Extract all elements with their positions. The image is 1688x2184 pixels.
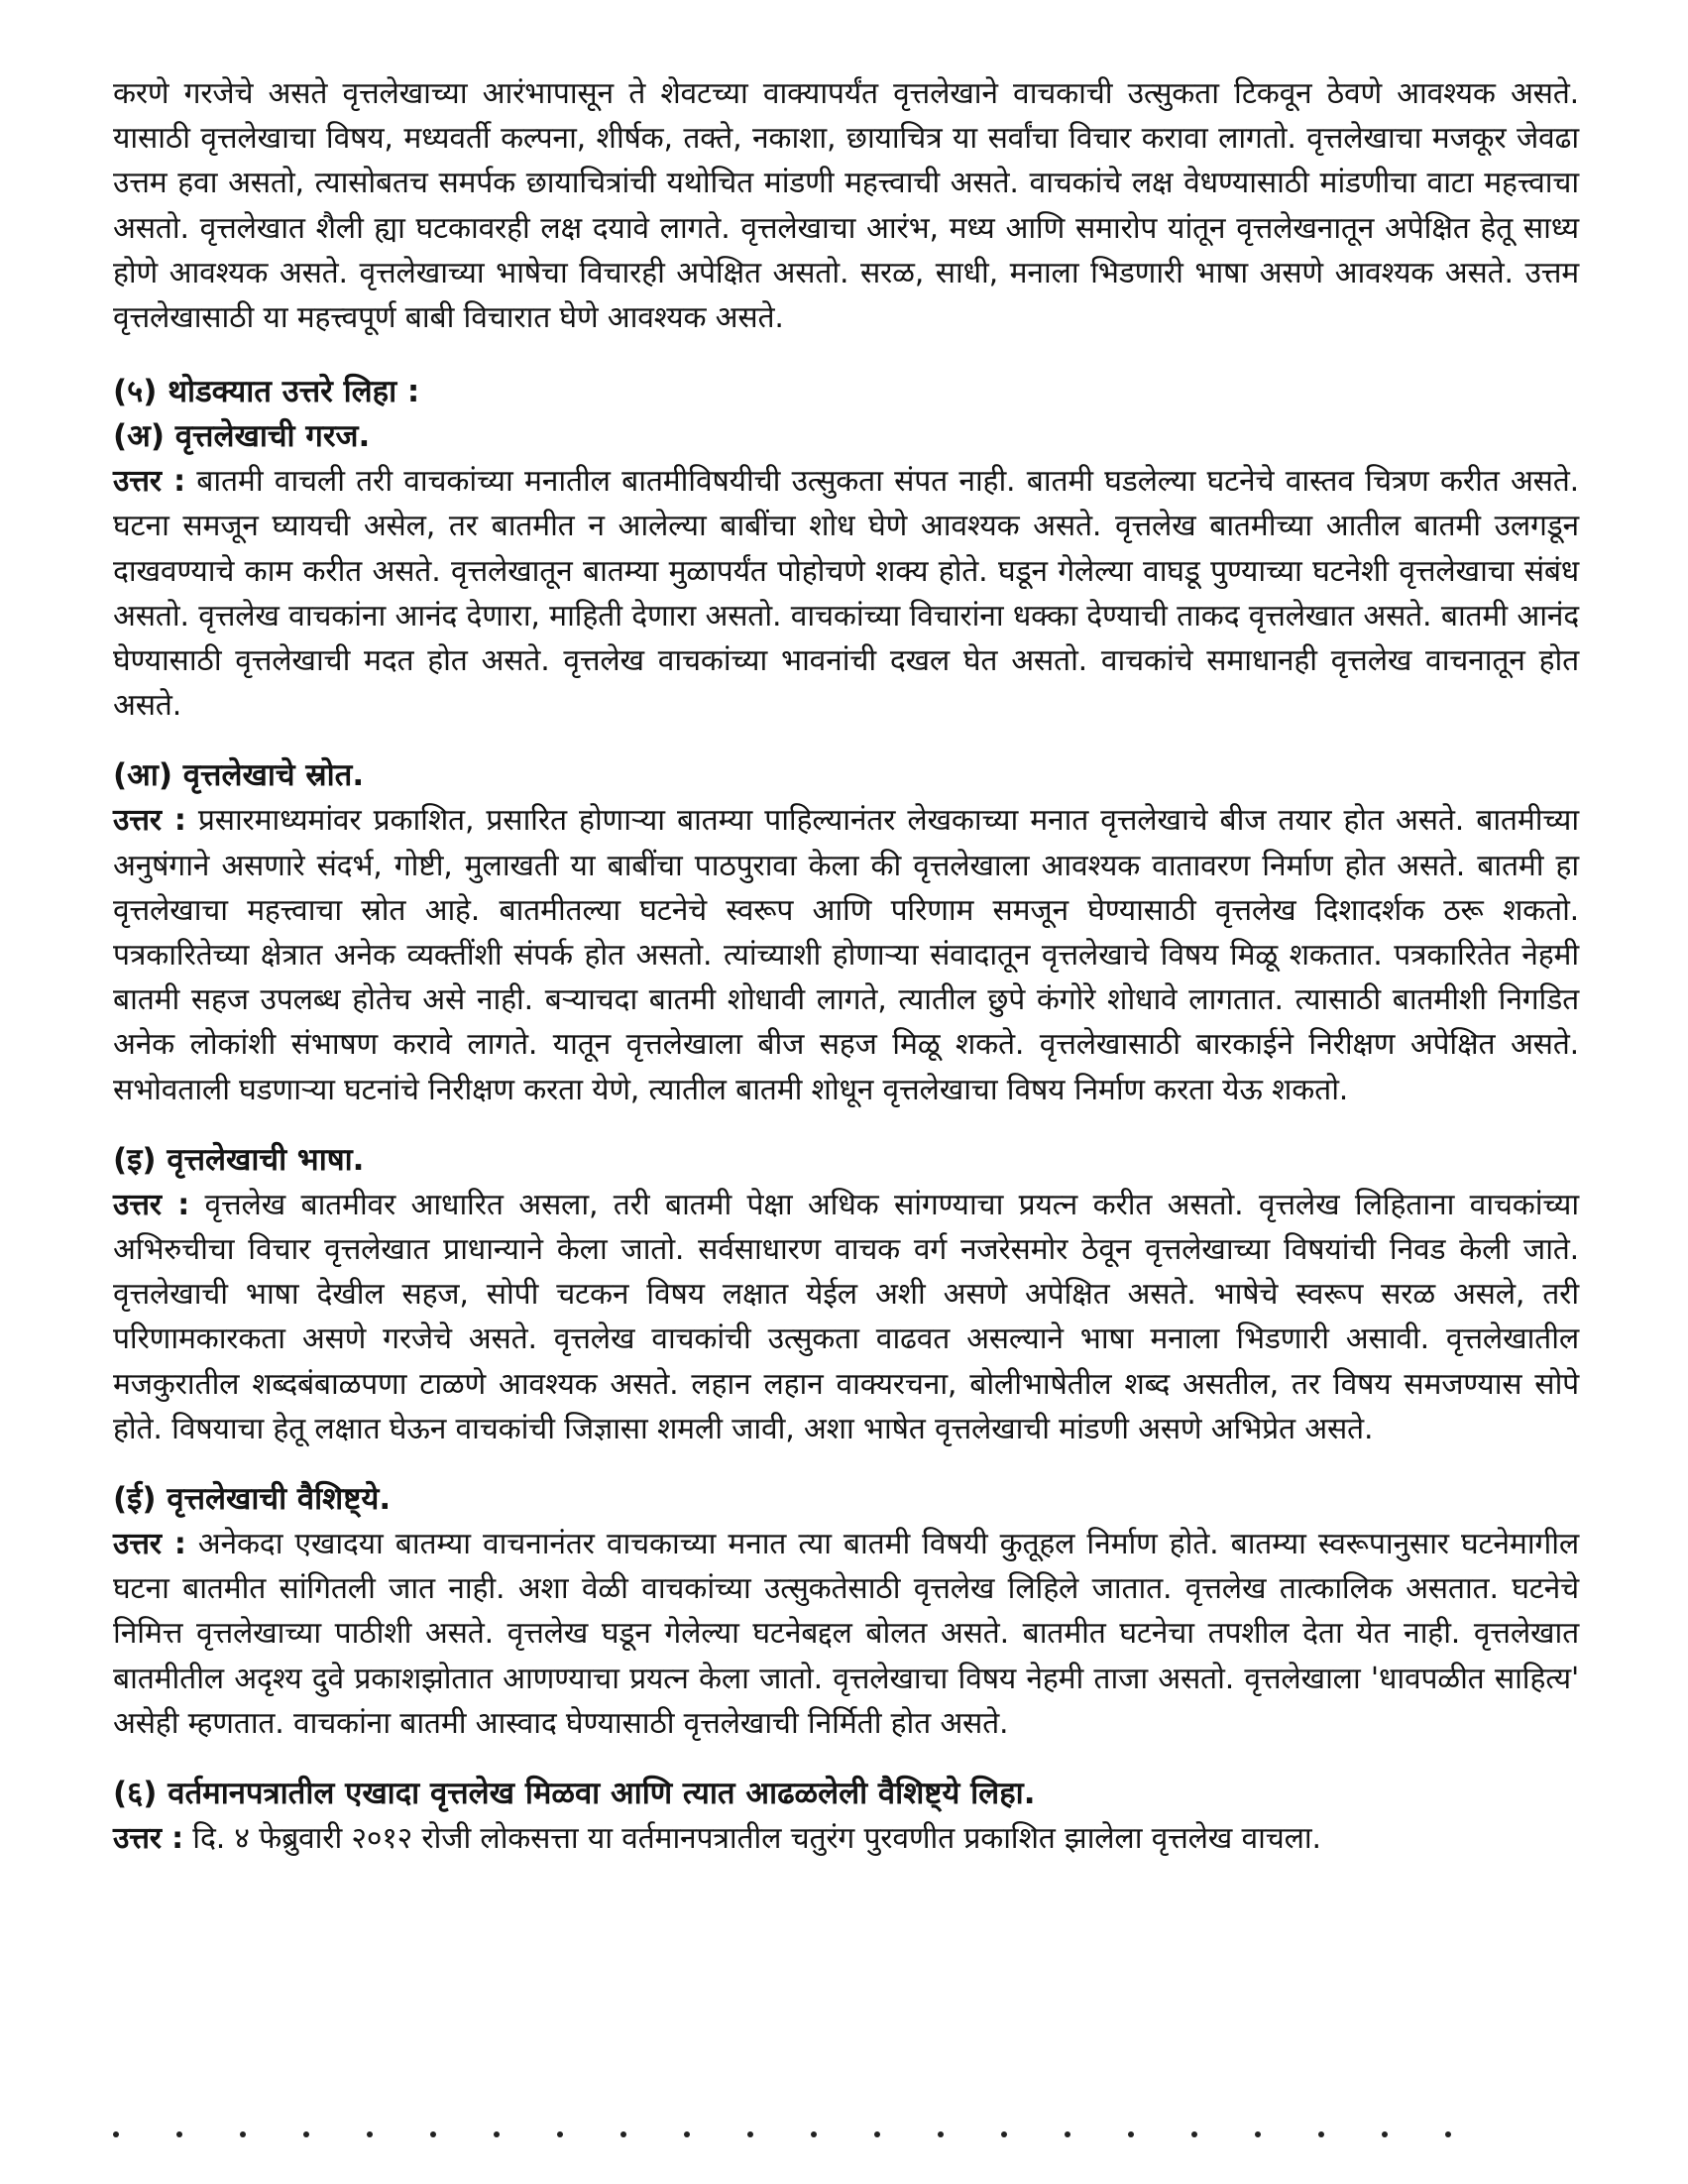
spacer <box>113 728 1579 753</box>
spacer <box>113 340 1579 370</box>
answer-label: उत्तर : <box>113 1821 183 1857</box>
answer-text: बातमी वाचली तरी वाचकांच्या मनातील बातमीविषयीची उत्सुकता संपत नाही. बातमी घडलेल्या घटनेचे वास्तव चित्रण करीत असते. घटना समजून घ्यायची असेल, तर बातमीत न आलेल्या बाबींचा शोध घेणे आवश्यक असते. वृत्तलेख बातमीच्या आतील बातमी उलगडून दाखवण्याचे काम करीत असते. वृत्तलेखातून बातम्या मुळापर्यंत पोहोचणे शक्य होते. घडून गेलेल्या वाघडू पुण्याच्या घटनेशी वृत्तलेखाचा संबंध असतो. वृत्तलेख वाचकांना आनंद देणारा, माहिती देणारा असतो. वाचकांच्या विचारांना धक्का देण्याची ताकद वृत्तलेखात असते. बातमी आनंद घेण्यासाठी वृत्तलेखाची मदत होत असते. वृत्तलेख वाचकांच्या भावनांची दखल घेत असतो. वाचकांचे समाधानही वृत्तलेख वाचनातून होत असते. <box>113 464 1579 724</box>
question-aa-answer <box>113 798 1579 1111</box>
section-5-heading: (५) थोडक्यात उत्तरे लिहा : <box>113 374 420 410</box>
spacer <box>113 1451 1579 1477</box>
spacer <box>113 1746 1579 1772</box>
answer-label: उत्तर : <box>113 803 186 839</box>
answer-text: दि. ४ फेब्रुवारी २०१२ रोजी लोकसत्ता या वर्तमानपत्रातील चतुरंग पुरवणीत प्रकाशित झालेला वृत्तलेख वाचला. <box>192 1821 1321 1857</box>
question-ii-title: (ई) वृत्तलेखाची वैशिष्ट्ये. <box>113 1481 392 1518</box>
section-6-answer <box>113 1816 1579 1861</box>
answer-text: प्रसारमाध्यमांवर प्रकाशित, प्रसारित होणाऱ्या बातम्या पाहिल्यानंतर लेखकाच्या मनात वृत्तलेखाचे बीज तयार होत असते. बातमीच्या अनुषंगाने असणारे संदर्भ, गोष्टी, मुलाखती या बाबींचा पाठपुरावा केला की वृत्तलेखाला आवश्यक वातावरण निर्माण होत असते. बातमी हा वृत्तलेखाचा महत्त्वाचा स्रोत आहे. बातमीतल्या घटनेचे स्वरूप आणि परिणाम समजून घेण्यासाठी वृत्तलेख दिशादर्शक ठरू शकतो. पत्रकारितेच्या क्षेत्रात अनेक व्यक्तींशी संपर्क होत असतो. त्यांच्याशी होणाऱ्या संवादातून वृत्तलेखाचे विषय मिळू शकतात. पत्रकारितेत नेहमी बातमी सहज उपलब्ध होतेच असे नाही. बऱ्याचदा बातमी शोधावी लागते, त्यातील छुपे कंगोरे शोधावे लागतात. त्यासाठी बातमीशी निगडित अनेक लोकांशी संभाषण करावे लागते. यातून वृत्तलेखाला बीज सहज मिळू शकते. वृत्तलेखासाठी बारकाईने निरीक्षण अपेक्षित असते. सभोवताली घडणाऱ्या घटनांचे निरीक्षण करता येणे, त्यातील बातमी शोधून वृत्तलेखाचा विषय निर्माण करता येऊ शकतो. <box>113 803 1579 1107</box>
answer-label: उत्तर : <box>113 1187 190 1222</box>
section-6-heading: (६) वर्तमानपत्रातील एखादा वृत्तलेख मिळवा आणि त्यात आढळलेली वैशिष्ट्ये लिहा. <box>113 1776 1036 1812</box>
question-a-answer <box>113 459 1579 728</box>
answer-label: उत्तर : <box>113 464 185 500</box>
intro-paragraph: करणे गरजेचे असते वृत्तलेखाच्या आरंभापासून ते शेवटच्या वाक्यापर्यंत वृत्तलेखाने वाचकाची उत्सुकता टिकवून ठेवणे आवश्यक असते. यासाठी वृत्तलेखाचा विषय, मध्यवर्ती कल्पना, शीर्षक, तक्ते, नकाशा, छायाचित्र या सर्वांचा विचार करावा लागतो. वृत्तलेखाचा मजकूर जेवढा उत्तम हवा असतो, त्यासोबतच समर्पक छायाचित्रांची यथोचित मांडणी महत्त्वाची असते. वाचकांचे लक्ष वेधण्यासाठी मांडणीचा वाटा महत्त्वाचा असतो. वृत्तलेखात शैली ह्या घटकावरही लक्ष दयावे लागते. वृत्तलेखाचा आरंभ, मध्य आणि समारोप यांतून वृत्तलेखनातून अपेक्षित हेतू साध्य होणे आवश्यक असते. वृत्तलेखाच्या भाषेचा विचारही अपेक्षित असतो. सरळ, साधी, मनाला भिडणारी भाषा असणे आवश्यक असते. उत्तम वृत्तलेखासाठी या महत्त्वपूर्ण बाबी विचारात घेणे आवश्यक असते. <box>113 76 1579 336</box>
answer-text: वृत्तलेख बातमीवर आधारित असला, तरी बातमी पेक्षा अधिक सांगण्याचा प्रयत्न करीत असतो. वृत्तलेख लिहिताना वाचकांच्या अभिरुचीचा विचार वृत्तलेखात प्राधान्याने केला जातो. सर्वसाधारण वाचक वर्ग नजरेसमोर ठेवून वृत्तलेखाच्या विषयांची निवड केली जाते. वृत्तलेखाची भाषा देखील सहज, सोपी चटकन विषय लक्षात येईल अशी असणे अपेक्षित असते. भाषेचे स्वरूप सरळ असले, तरी परिणामकारकता असणे गरजेचे असते. वृत्तलेख वाचकांची उत्सुकता वाढवत असल्याने भाषा मनाला भिडणारी असावी. वृत्तलेखातील मजकुरातील शब्दबंबाळपणा टाळणे आवश्यक असते. लहान लहान वाक्यरचना, बोलीभाषेतील शब्द असतील, तर विषय समजण्यास सोपे होते. विषयाचा हेतू लक्षात घेऊन वाचकांची जिज्ञासा शमली जावी, अशा भाषेत वृत्तलेखाची मांडणी असणे अभिप्रेत असते. <box>113 1187 1579 1446</box>
question-i-answer <box>113 1183 1579 1451</box>
question-i-title: (इ) वृत्तलेखाची भाषा. <box>113 1141 365 1178</box>
spacer <box>113 1112 1579 1138</box>
question-a-title: (अ) वृत्तलेखाची गरज. <box>113 418 371 455</box>
answer-label: उत्तर : <box>113 1527 186 1562</box>
question-ii-answer <box>113 1522 1579 1746</box>
question-aa-title: (आ) वृत्तलेखाचे स्रोत. <box>113 757 365 794</box>
answer-text: अनेकदा एखादया बातम्या वाचनानंतर वाचकाच्या मनात त्या बातमी विषयी कुतूहल निर्माण होते. बातम्या स्वरूपानुसार घटनेमागील घटना बातमीत सांगितली जात नाही. अशा वेळी वाचकांच्या उत्सुकतेसाठी वृत्तलेख लिहिले जातात. वृत्तलेख तात्कालिक असतात. घटनेचे निमित्त वृत्तलेखाच्या पाठीशी असते. वृत्तलेख घडून गेलेल्या घटनेबद्दल बोलत असते. बातमीत घटनेचा तपशील देता येत नाही. वृत्तलेखात बातमीतील अदृश्य दुवे प्रकाशझोतात आणण्याचा प्रयत्न केला जातो. वृत्तलेखाचा विषय नेहमी ताजा असतो. वृत्तलेखाला 'धावपळीत साहित्य' असेही म्हणतात. वाचकांना बातमी आस्वाद घेण्यासाठी वृत्तलेखाची निर्मिती होत असते. <box>113 1527 1579 1741</box>
cut-off-text-line <box>113 2131 1579 2143</box>
